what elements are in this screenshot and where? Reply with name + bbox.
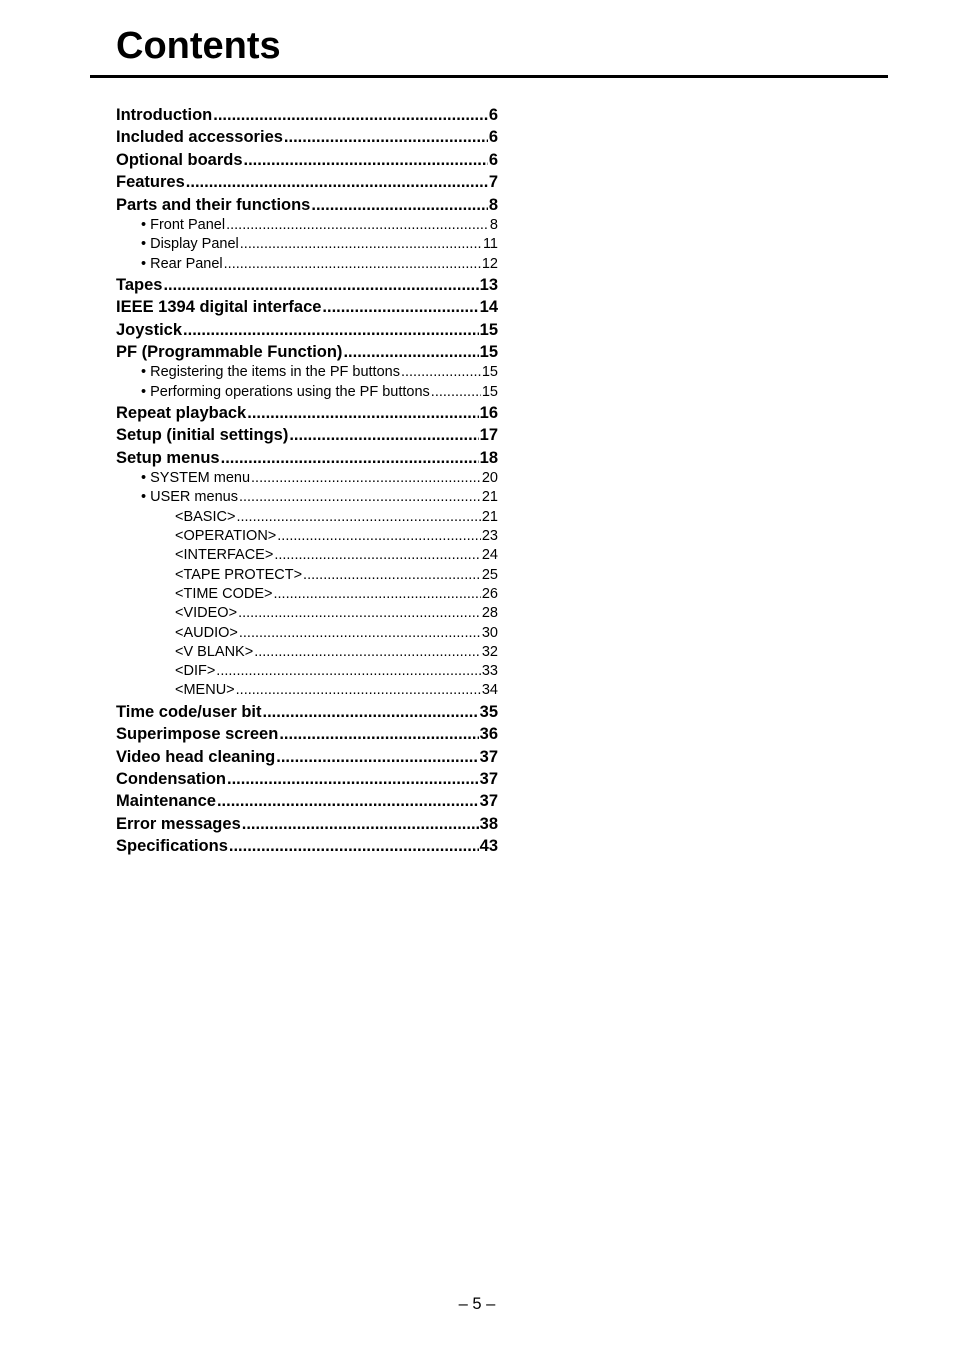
toc-entry[interactable] xyxy=(116,447,498,469)
toc-entry-page: 16 xyxy=(479,404,498,422)
toc-entry-page: 37 xyxy=(479,792,498,811)
dot-leader xyxy=(163,274,478,296)
toc-entry[interactable] xyxy=(116,402,498,424)
dot-leader xyxy=(274,546,481,565)
toc-entry[interactable] xyxy=(116,508,498,527)
toc-entry-page: 21 xyxy=(481,508,498,525)
dot-leader xyxy=(186,171,488,193)
toc-entry[interactable] xyxy=(116,274,498,296)
toc-entry-page: 38 xyxy=(479,814,498,833)
dot-leader xyxy=(236,681,481,700)
toc-entry-page: 6 xyxy=(488,150,498,169)
toc-entry-label: <VIDEO> xyxy=(175,605,238,622)
page-title: Contents xyxy=(116,25,281,67)
toc-entry-page: 8 xyxy=(488,195,498,214)
toc-entry-page: 34 xyxy=(481,682,498,699)
toc-entry-page: 32 xyxy=(481,643,498,660)
dot-leader xyxy=(289,424,478,446)
dot-leader xyxy=(303,566,481,585)
dot-leader xyxy=(274,585,481,604)
toc-entry-page: 24 xyxy=(481,547,498,564)
toc-entry-page: 35 xyxy=(479,702,498,721)
toc-entry[interactable] xyxy=(116,604,498,623)
title-rule xyxy=(90,75,888,78)
toc-entry-page: 25 xyxy=(481,566,498,583)
toc-entry-page: 7 xyxy=(488,173,498,192)
toc-entry-label: Time code/user bit xyxy=(116,702,262,721)
toc-entry-label: <V BLANK> xyxy=(175,643,254,660)
toc-entry-label: • USER menus xyxy=(141,488,238,507)
dot-leader xyxy=(216,662,481,681)
dot-leader xyxy=(277,527,481,546)
toc-entry[interactable] xyxy=(116,216,498,235)
toc-entry-label: Joystick xyxy=(116,320,183,339)
toc-entry-page: 12 xyxy=(481,255,498,272)
toc-entry-label: IEEE 1394 digital interface xyxy=(116,298,322,317)
toc-entry[interactable] xyxy=(116,171,498,193)
toc-entry[interactable] xyxy=(116,768,498,790)
toc-entry-label: Superimpose screen xyxy=(116,725,279,744)
toc-entry[interactable] xyxy=(116,643,498,662)
dot-leader xyxy=(401,363,481,382)
dot-leader xyxy=(238,604,481,623)
toc-entry[interactable] xyxy=(116,469,498,488)
toc-entry-label: <INTERFACE> xyxy=(175,547,274,564)
toc-entry-page: 13 xyxy=(479,275,498,294)
toc-entry[interactable] xyxy=(116,585,498,604)
dot-leader xyxy=(251,469,481,488)
toc-entry-label: <AUDIO> xyxy=(175,624,238,641)
dot-leader xyxy=(247,402,478,424)
toc-entry-label: <DIF> xyxy=(175,663,216,680)
dot-leader xyxy=(227,768,479,790)
toc-entry-page: 37 xyxy=(479,769,498,788)
dot-leader xyxy=(311,194,487,216)
dot-leader xyxy=(263,701,479,723)
toc-entry-label: Repeat playback xyxy=(116,404,247,422)
toc-entry[interactable] xyxy=(116,546,498,565)
toc-entry-page: 15 xyxy=(481,364,498,381)
toc-entry[interactable] xyxy=(116,746,498,768)
toc-entry-page: 6 xyxy=(488,128,498,147)
toc-entry-label: <TAPE PROTECT> xyxy=(175,566,303,583)
toc-entry[interactable] xyxy=(116,194,498,216)
dot-leader xyxy=(431,383,481,402)
dot-leader xyxy=(221,447,479,469)
toc-entry-page: 21 xyxy=(481,489,498,506)
toc-entry-page: 15 xyxy=(481,383,498,400)
toc-entry-page: 14 xyxy=(479,298,498,317)
toc-entry-label: <BASIC> xyxy=(175,508,236,525)
toc-entry[interactable] xyxy=(116,363,498,382)
toc-entry-label: <MENU> xyxy=(175,682,235,699)
toc-entry-label: Tapes xyxy=(116,275,163,294)
toc-entry[interactable] xyxy=(116,681,498,700)
toc-entry-label: Included accessories xyxy=(116,128,283,147)
toc-entry[interactable] xyxy=(116,424,498,446)
toc-entry[interactable] xyxy=(116,341,498,363)
toc-entry-label: Optional boards xyxy=(116,150,243,169)
toc-entry-page: 30 xyxy=(481,624,498,641)
toc-entry-page: 20 xyxy=(481,470,498,487)
toc-entry[interactable] xyxy=(116,319,498,341)
dot-leader xyxy=(236,508,480,527)
toc-entry-label: Condensation xyxy=(116,769,226,788)
toc-entry-label: • Performing operations using the PF buttons xyxy=(141,383,430,402)
toc-entry-page: 23 xyxy=(481,528,498,545)
toc-entry[interactable] xyxy=(116,126,498,148)
toc-entry[interactable] xyxy=(116,104,498,126)
toc-entry-page: 43 xyxy=(479,837,498,856)
dot-leader xyxy=(343,341,478,363)
toc-entry[interactable] xyxy=(116,566,498,585)
toc-entry-label: Parts and their functions xyxy=(116,195,311,214)
toc-entry-page: 33 xyxy=(481,663,498,680)
toc-entry-label: Specifications xyxy=(116,837,228,856)
toc-entry[interactable] xyxy=(116,813,498,835)
toc-entry[interactable] xyxy=(116,383,498,402)
toc-entry-label: Setup menus xyxy=(116,448,220,467)
dot-leader xyxy=(239,624,481,643)
toc-entry[interactable] xyxy=(116,624,498,643)
toc-entry-page: 18 xyxy=(479,448,498,467)
dot-leader xyxy=(284,126,488,148)
toc-entry[interactable] xyxy=(116,296,498,318)
toc-entry[interactable] xyxy=(116,488,498,507)
toc-entry-label: Video head cleaning xyxy=(116,747,276,766)
toc-entry-label: • Display Panel xyxy=(141,235,239,254)
dot-leader xyxy=(229,835,479,857)
dot-leader xyxy=(239,488,481,507)
toc-entry-label: Error messages xyxy=(116,814,241,833)
dot-leader xyxy=(242,813,479,835)
table-of-contents xyxy=(116,104,498,857)
toc-entry-page: 8 xyxy=(489,216,498,233)
toc-entry[interactable] xyxy=(116,255,498,274)
toc-entry-page: 37 xyxy=(479,747,498,766)
toc-entry-label: Introduction xyxy=(116,106,213,124)
toc-entry-page: 28 xyxy=(481,605,498,622)
dot-leader xyxy=(240,235,482,254)
toc-entry-label: • Rear Panel xyxy=(141,255,223,274)
dot-leader xyxy=(254,643,481,662)
dot-leader xyxy=(224,255,481,274)
dot-leader xyxy=(276,746,478,768)
dot-leader xyxy=(226,216,489,235)
toc-entry[interactable] xyxy=(116,662,498,681)
toc-entry-label: <OPERATION> xyxy=(175,528,277,545)
dot-leader xyxy=(183,319,479,341)
toc-entry[interactable] xyxy=(116,149,498,171)
dot-leader xyxy=(244,149,488,171)
toc-entry[interactable] xyxy=(116,723,498,745)
toc-entry-page: 6 xyxy=(488,106,498,124)
dot-leader xyxy=(213,104,488,126)
toc-entry-page: 36 xyxy=(479,725,498,744)
toc-entry[interactable] xyxy=(116,527,498,546)
toc-entry-label: • SYSTEM menu xyxy=(141,469,250,488)
dot-leader xyxy=(279,723,478,745)
toc-entry-label: • Registering the items in the PF buttons xyxy=(141,363,400,382)
toc-entry-label: Maintenance xyxy=(116,792,216,811)
toc-entry-page: 26 xyxy=(481,585,498,602)
toc-entry[interactable] xyxy=(116,701,498,723)
toc-entry[interactable] xyxy=(116,235,498,254)
toc-entry-label: <TIME CODE> xyxy=(175,585,273,602)
toc-entry-label: Setup (initial settings) xyxy=(116,426,289,445)
toc-entry-page: 15 xyxy=(479,320,498,339)
toc-entry-label: • Front Panel xyxy=(141,216,225,235)
toc-entry[interactable] xyxy=(116,835,498,857)
dot-leader xyxy=(322,296,478,318)
toc-entry[interactable] xyxy=(116,790,498,812)
dot-leader xyxy=(217,790,479,812)
toc-entry-page: 17 xyxy=(479,426,498,445)
page-number: – 5 – xyxy=(458,1295,496,1313)
toc-entry-label: Features xyxy=(116,173,185,192)
toc-entry-label: PF (Programmable Function) xyxy=(116,343,343,362)
toc-entry-page: 15 xyxy=(479,343,498,362)
toc-entry-page: 11 xyxy=(482,236,498,253)
